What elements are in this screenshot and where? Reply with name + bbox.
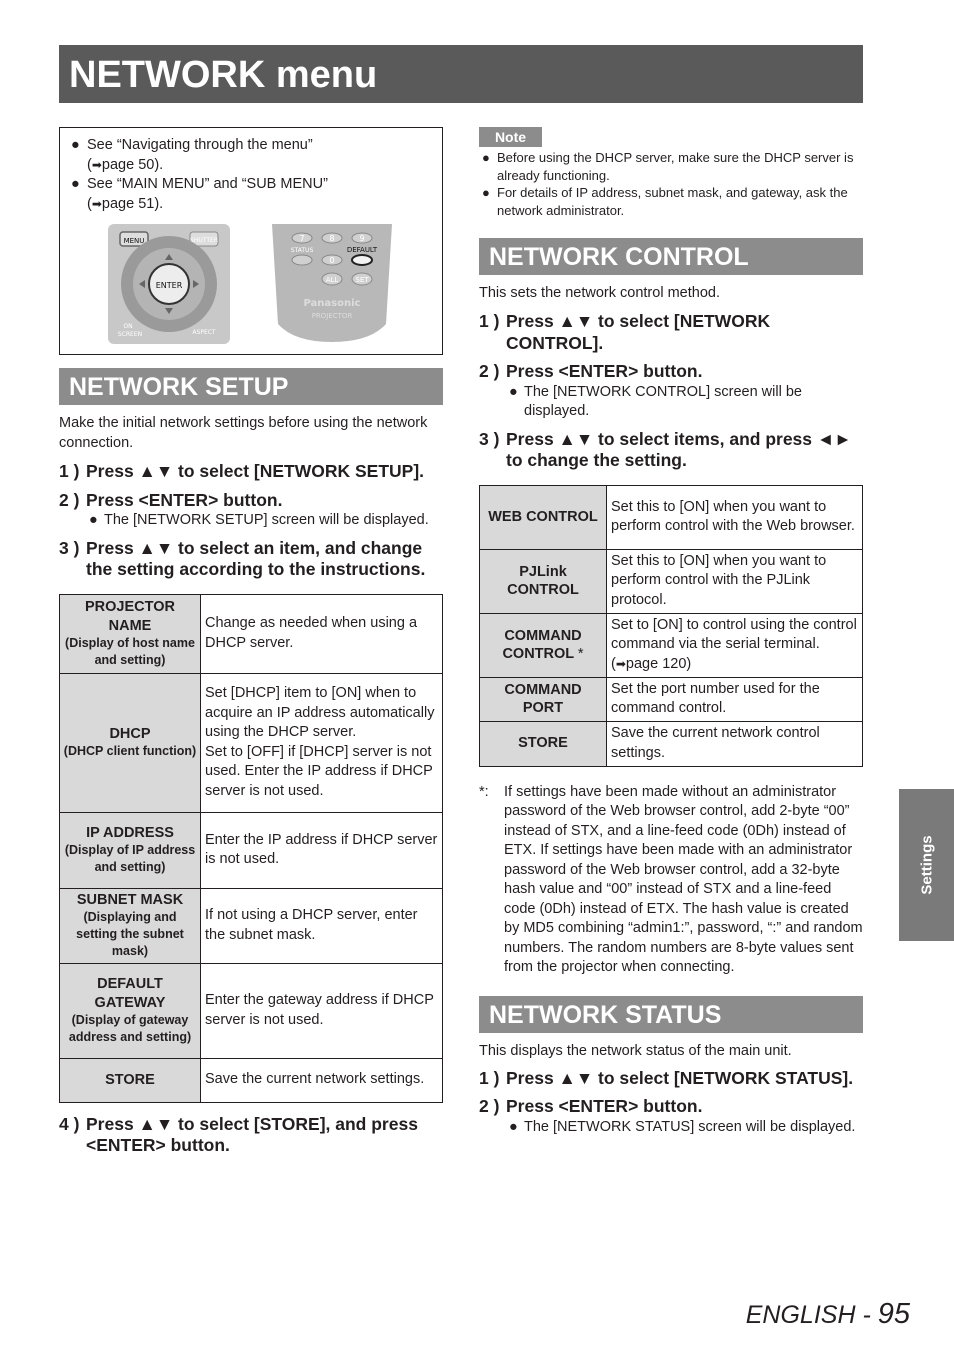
setting-name: PJLink CONTROL: [480, 549, 607, 613]
step-number: 4 ): [59, 1113, 80, 1134]
step-number: 3 ): [479, 428, 500, 449]
setting-key-sub: (Display of gateway address and setting): [68, 1013, 192, 1044]
network-setup-description: Make the initial network settings before using the network connection.: [59, 415, 428, 451]
step-number: 1 ): [479, 1067, 500, 1088]
bullet-icon: ●: [71, 176, 80, 192]
network-setup-header: NETWORK SETUP: [59, 368, 443, 405]
setting-key: IP ADDRESS: [86, 824, 174, 841]
step: [479, 1096, 863, 1118]
remote-control-menu-image: [108, 224, 230, 344]
setting-key: PROJECTOR NAME: [85, 599, 175, 634]
network-control-header: NETWORK CONTROL: [479, 238, 863, 275]
footer-language: ENGLISH -: [745, 1301, 878, 1329]
remote-status-label: STATUS: [290, 247, 314, 254]
arrow-right-icon: ➡: [91, 196, 102, 211]
table-row: [60, 888, 443, 963]
table-row: [60, 963, 443, 1058]
setting-description: Save the current network settings.: [201, 1058, 443, 1102]
step-text: Press ▲▼ to select [NETWORK STATUS].: [506, 1067, 854, 1088]
note-item: [479, 184, 863, 219]
step-number: 2 ): [479, 1096, 500, 1116]
step-bullet: [59, 511, 443, 531]
setting-description: Save the current network control settings.: [607, 721, 863, 766]
remote-projector-label: PROJECTOR: [311, 312, 353, 320]
step-bullet-text: The [NETWORK CONTROL] screen will be displayed.: [524, 383, 802, 419]
setting-description: [607, 613, 863, 677]
step: [59, 1114, 443, 1157]
setting-description: Set this to [ON] when you want to perform control with the Web browser.: [607, 485, 863, 549]
table-row: [60, 594, 443, 673]
setting-description-line: Set [DHCP] item to [ON] when to acquire an IP address automatically using the DHCP server.: [205, 685, 435, 740]
step-number: 2 ): [479, 361, 500, 381]
left-column: [59, 127, 443, 1157]
step-text: Press ▲▼ to select items, and press ◄► to change the setting.: [506, 428, 852, 470]
remote-key-7: 7: [299, 234, 305, 243]
remote-key-9: 9: [359, 234, 365, 243]
setting-key: COMMAND CONTROL: [502, 627, 582, 662]
setting-description-text: Set to [ON] to control using the control command via the serial terminal. (: [611, 616, 857, 672]
remote-menu-label: MENU: [123, 237, 145, 245]
step-text: Press ▲▼ to select an item, and change the setting according to the instructions.: [86, 537, 426, 579]
setting-key-sub: (Displaying and setting the subnet mask): [76, 910, 184, 959]
reference-page: page 50).: [101, 156, 164, 173]
network-status-header: NETWORK STATUS: [479, 996, 863, 1033]
side-tab-label: Settings: [918, 835, 935, 895]
table-row: [480, 677, 863, 721]
note-text: For details of IP address, subnet mask, and gateway, ask the network administrator.: [497, 185, 848, 218]
step-text: Press ▲▼ to select [NETWORK CONTROL].: [506, 311, 771, 353]
remote-set-label: SET: [355, 276, 369, 284]
network-control-description: This sets the network control method.: [479, 285, 720, 301]
step: [479, 361, 863, 383]
setting-name: [60, 673, 201, 812]
bullet-icon: ●: [71, 137, 80, 153]
remote-default-label: DEFAULT: [346, 246, 378, 254]
step: [479, 311, 863, 354]
reference-text: See “Navigating through the menu”: [87, 137, 313, 153]
setting-name: [480, 613, 607, 677]
step: [479, 1068, 863, 1090]
remote-aspect-label: ASPECT: [192, 329, 216, 336]
note-label: Note: [479, 127, 542, 147]
remote-onscreen-label: SCREEN: [117, 331, 143, 338]
setting-name: [60, 812, 201, 888]
step-text: Press ▲▼ to select [NETWORK SETUP].: [86, 461, 425, 481]
step-text: Press ▲▼ to select [STORE], and press <ENTER> button.: [86, 1113, 418, 1155]
setting-name: WEB CONTROL: [480, 485, 607, 549]
remote-key-0: 0: [329, 256, 335, 265]
arrow-right-icon: ➡: [91, 157, 102, 172]
step-text: Press <ENTER> button.: [506, 1096, 703, 1116]
footnote-mark: *:: [479, 783, 489, 800]
step-number: 2 ): [59, 489, 80, 510]
setting-name: [60, 594, 201, 673]
reference-item: ● See “Navigating through the menu” (➡page 50).: [71, 137, 313, 173]
setting-description: [201, 673, 443, 812]
page-footer: [746, 1298, 910, 1331]
reference-item: ● See “MAIN MENU” and “SUB MENU” (➡page 51).: [71, 176, 328, 212]
remote-brand-label: Panasonic: [303, 298, 361, 309]
page-reference: page 120): [625, 655, 692, 672]
setting-key: STORE: [105, 1071, 155, 1088]
bullet-icon: ●: [509, 1118, 518, 1135]
bullet-icon: ●: [509, 383, 518, 400]
step-bullet-text: The [NETWORK SETUP] screen will be displayed.: [104, 512, 429, 528]
step: [59, 461, 443, 483]
remote-key-8: 8: [329, 234, 335, 243]
page-title: NETWORK menu: [59, 45, 863, 103]
setting-key: DEFAULT GATEWAY: [94, 976, 166, 1011]
bullet-icon: ●: [89, 512, 98, 528]
table-row: [480, 613, 863, 677]
right-column: [479, 127, 863, 1137]
setting-description: Enter the IP address if DHCP server is not used.: [201, 812, 443, 888]
network-status-description: This displays the network status of the main unit.: [479, 1042, 792, 1059]
table-row: [60, 1058, 443, 1102]
note-text: Before using the DHCP server, make sure the DHCP server is already functioning.: [497, 150, 854, 183]
step: [59, 490, 443, 512]
setting-key: DHCP: [109, 725, 151, 742]
reference-page: page 51).: [101, 195, 164, 212]
setting-key: SUBNET MASK: [76, 891, 184, 908]
footnote: [479, 783, 863, 978]
setting-key-sub: (Display of host name and setting): [65, 636, 195, 667]
remote-all-label: ALL: [325, 276, 339, 284]
arrow-right-icon: ➡: [615, 656, 626, 671]
step-number: 1 ): [479, 311, 500, 331]
asterisk-mark: *: [577, 646, 584, 662]
setting-description: Set this to [ON] when you want to perform control with the PJLink protocol.: [607, 549, 863, 613]
bullet-icon: ●: [482, 185, 490, 200]
step-number: 1 ): [59, 461, 80, 481]
step-text: Press <ENTER> button.: [86, 489, 283, 510]
setting-description: Change as needed when using a DHCP server.: [201, 594, 443, 673]
table-row: [60, 673, 443, 812]
setting-description: If not using a DHCP server, enter the subnet mask.: [201, 888, 443, 963]
setting-description: Enter the gateway address if DHCP server is not used.: [201, 963, 443, 1058]
setting-description-line: Set to [OFF] if [DHCP] server is not used. Enter the IP address if DHCP server is not used.: [205, 743, 433, 799]
reference-box: [59, 127, 443, 355]
footnote-text: If settings have been made without an administrator password of the Web browser control, add 2-byte “00” instead of STX, and a line-feed code (0Dh) instead of ETX. If settings have been made with an administrator password of the Web browser control, add a 32-byte hash value and “00” instead of STX and a line-feed code (0Dh) instead of ETX. The hash value is created by MD5 combining “admin1:”, password, “:” and random numbers. The random numbers are 8-byte values sent from the projector when connecting.: [504, 783, 863, 975]
step: [59, 538, 443, 581]
table-row: [60, 812, 443, 888]
setting-name: [60, 963, 201, 1058]
step-bullet: [479, 383, 863, 422]
network-control-table: [479, 485, 863, 767]
setting-key-sub: (DHCP client function): [63, 744, 197, 759]
settings-side-tab: [899, 789, 954, 941]
step: [479, 429, 863, 472]
setting-description: Set the port number used for the command control.: [607, 677, 863, 721]
setting-key-sub: (Display of IP address and setting): [64, 843, 196, 875]
setting-name: STORE: [480, 721, 607, 766]
step-number: 3 ): [59, 537, 80, 558]
network-setup-table: [59, 594, 443, 1103]
remote-control-default-image: [270, 224, 394, 344]
reference-text: See “MAIN MENU” and “SUB MENU”: [87, 176, 328, 192]
setting-name: COMMAND PORT: [480, 677, 607, 721]
note-item: [479, 149, 863, 184]
step-bullet-text: The [NETWORK STATUS] screen will be displayed.: [524, 1118, 856, 1135]
step-text: Press <ENTER> button.: [506, 361, 703, 381]
bullet-icon: ●: [482, 150, 490, 165]
table-row: [480, 549, 863, 613]
remote-shutter-label: SHUTTER: [190, 237, 218, 244]
remote-enter-label: ENTER: [155, 281, 183, 290]
page-number: 95: [877, 1298, 910, 1330]
table-row: [480, 485, 863, 549]
table-row: [480, 721, 863, 766]
setting-name: [60, 1058, 201, 1102]
step-bullet: [479, 1118, 863, 1138]
setting-name: [60, 888, 201, 963]
remote-onscreen-label: ON: [123, 323, 133, 330]
